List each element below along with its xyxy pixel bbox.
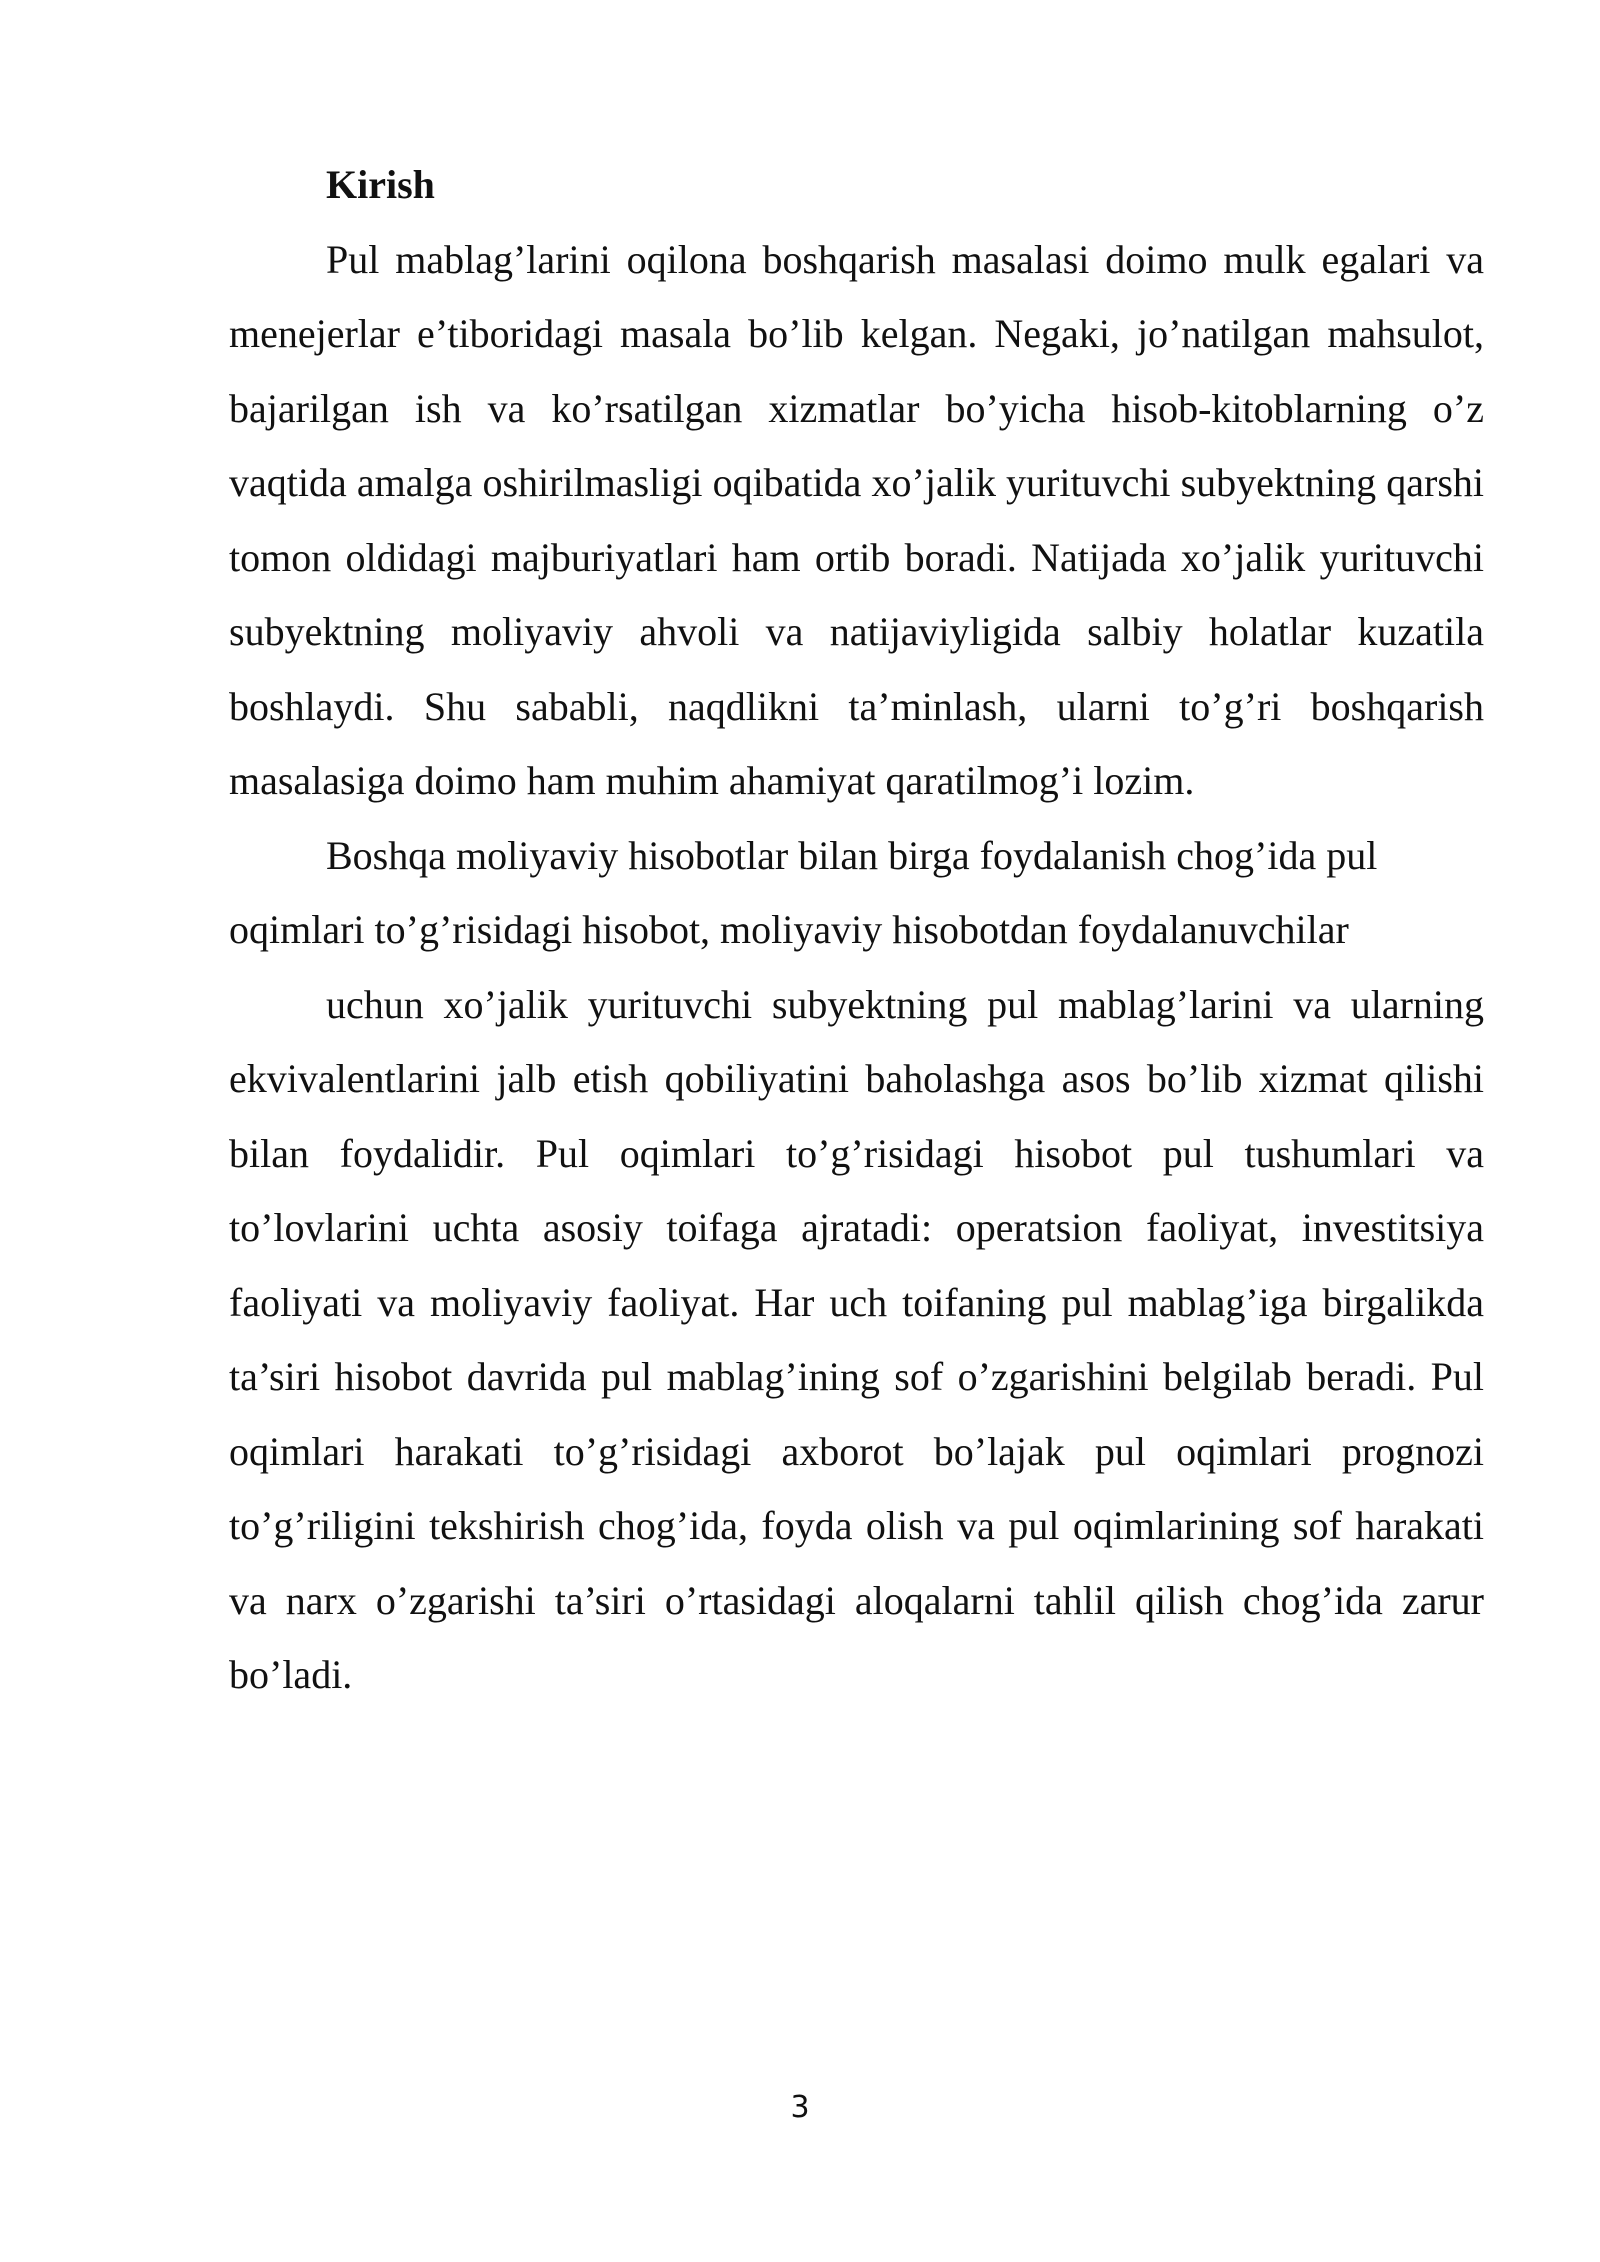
section-heading: Kirish — [326, 162, 435, 207]
paragraph-intro: Pul mablag’larini oqilona boshqarish masalasi doimo mulk egalari va menejerlar e’tiboridagi masala bo’lib kelgan. Negaki, jo’natilgan mahsulot, bajarilgan ish va ko’rsatilgan xizmatlar bo’yicha hisob-kitoblarning o’z vaqtida amalga oshirilmasligi oqibatida xo’jalik yurituvchi subyektning qarshi tomon oldidagi majburiyatlari ham ortib boradi. Natijada xo’jalik yurituvchi subyektning moliyaviy ahvoli va natijaviyligida salbiy holatlar kuzatila boshlaydi. Shu sababli, naqdlikni ta’minlash, ularni to’g’ri boshqarish masalasiga doimo ham muhim ahamiyat qaratilmog’i lozim. — [229, 236, 1484, 803]
page-number: 3 — [790, 2090, 810, 2125]
document-body — [229, 148, 1484, 1713]
paragraph-reports: Boshqa moliyaviy hisobotlar bilan birga foydalanish chog’ida pul oqimlari to’g’risidagi hisobot, moliyaviy hisobotdan foydalanuvchilar — [229, 832, 1378, 952]
paragraph-cashflow: uchun xo’jalik yurituvchi subyektning pul mablag’larini va ularning ekvivalentlarini jalb etish qobiliyatini baholashga asos bo’lib xizmat qilishi bilan foydalidir. Pul oqimlari to’g’risidagi hisobot pul tushumlari va to’lovlarini uchta asosiy toifaga ajratadi: operatsion faoliyat, investitsiya faoliyati va moliyaviy faoliyat. Har uch toifaning pul mablag’iga birgalikda ta’siri hisobot davrida pul mablag’ining sof o’zgarishini belgilab beradi. Pul oqimlari harakati to’g’risidagi axborot bo’lajak pul oqimlari prognozi to’g’riligini tekshirish chog’ida, foyda olish va pul oqimlarining sof harakati va narx o’zgarishi ta’siri o’rtasidagi aloqalarni tahlil qilish chog’ida zarur bo’ladi. — [229, 981, 1484, 1697]
